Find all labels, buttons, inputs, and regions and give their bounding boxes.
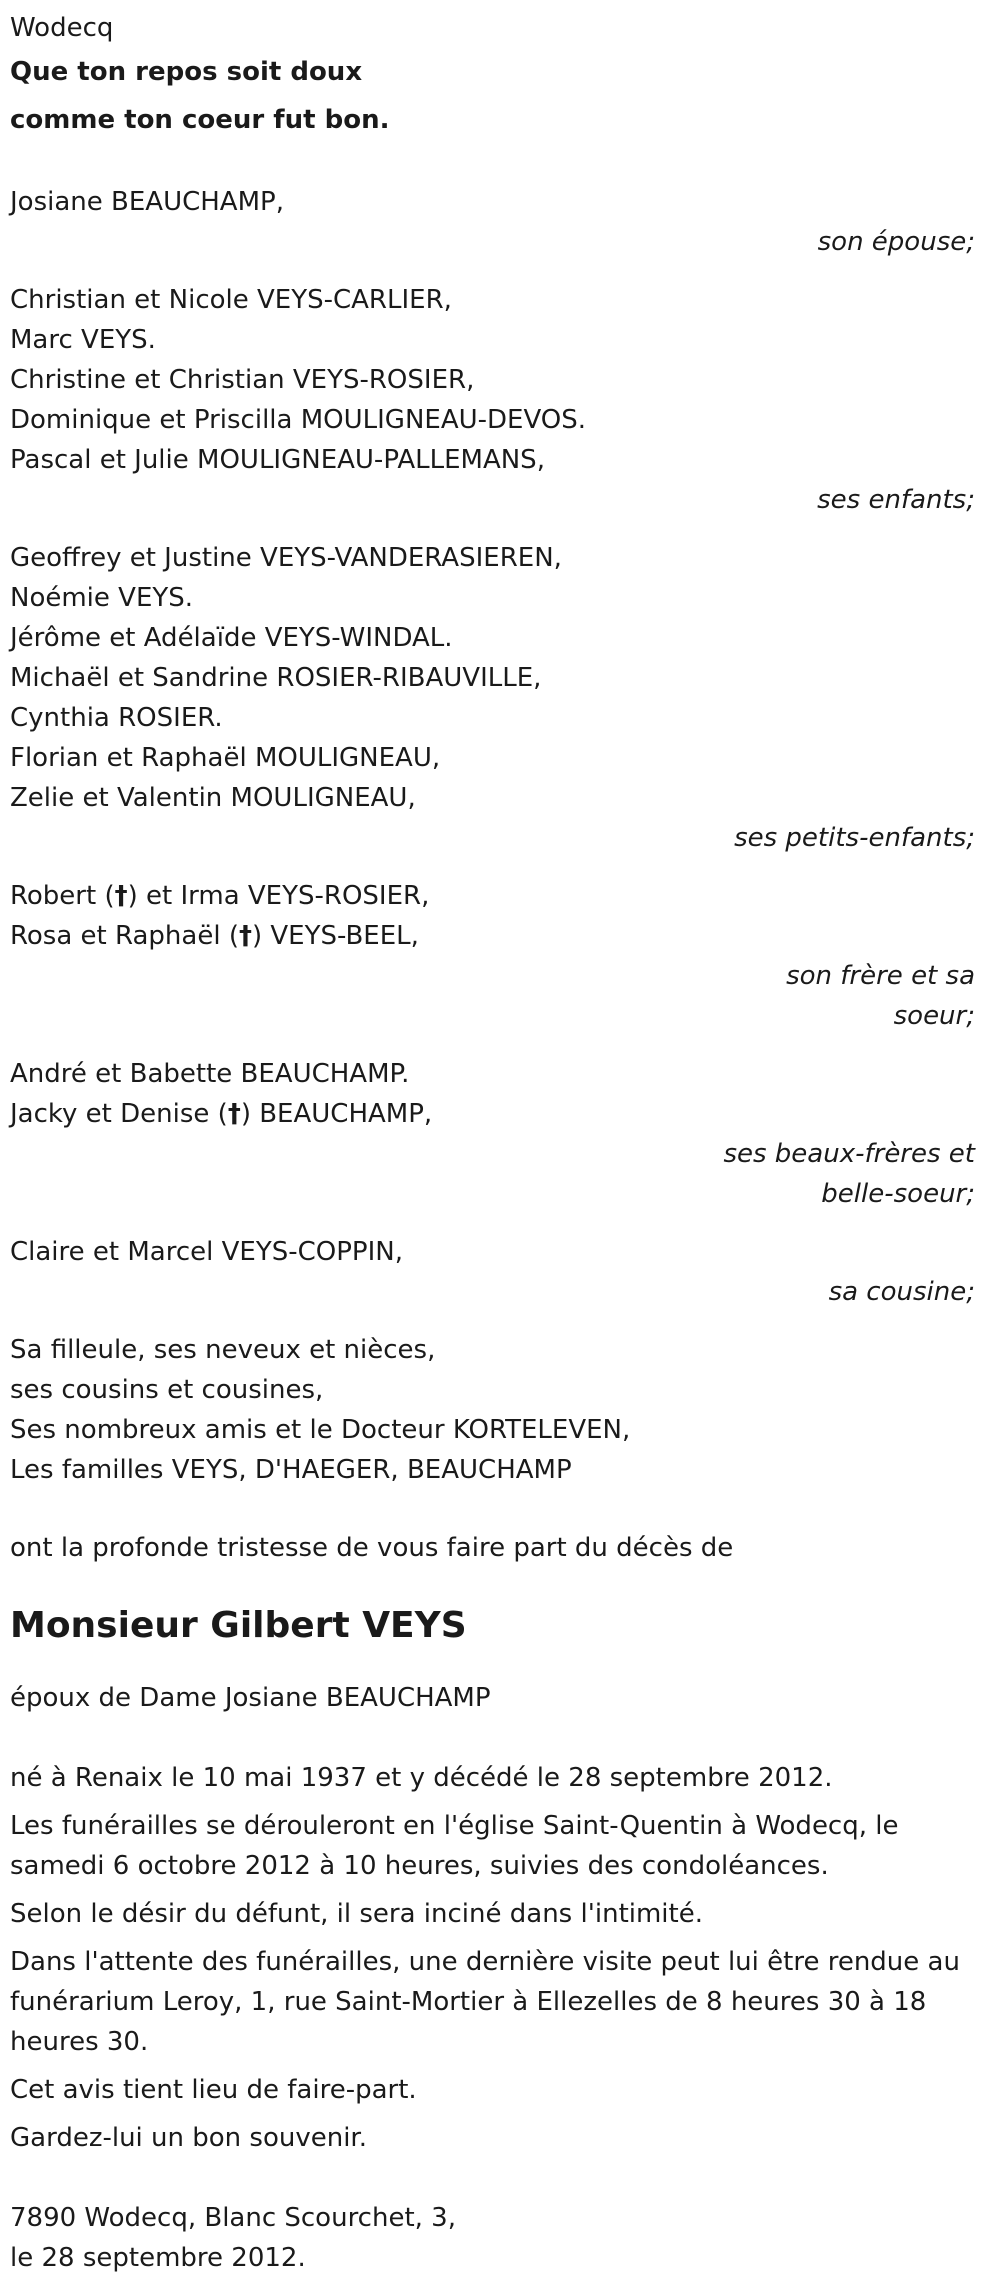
motto-line: comme ton coeur fut bon. [10, 105, 390, 135]
family-group [10, 280, 990, 520]
family-name-line: Pascal et Julie MOULIGNEAU-PALLEMANS, [10, 445, 545, 475]
family-list [10, 182, 990, 1490]
deceased-name: Monsieur Gilbert VEYS [10, 1605, 467, 1646]
motto-line: Que ton repos soit doux [10, 57, 363, 87]
family-group [10, 1330, 990, 1490]
detail-paragraph: Cet avis tient lieu de faire-part. [10, 2075, 417, 2105]
relation-label [10, 818, 990, 858]
family-group [10, 876, 990, 1036]
family-group [10, 1232, 990, 1312]
family-group [10, 538, 990, 858]
family-name-line: Michaël et Sandrine ROSIER-RIBAUVILLE, [10, 663, 542, 693]
signature-line: le 28 septembre 2012. [10, 2243, 306, 2273]
place-name: Wodecq [10, 13, 114, 43]
family-name-line: Sa filleule, ses neveux et nièces, [10, 1335, 436, 1365]
family-name-line: Cynthia ROSIER. [10, 703, 223, 733]
family-name-line: Zelie et Valentin MOULIGNEAU, [10, 783, 416, 813]
family-name-line: Christian et Nicole VEYS-CARLIER, [10, 285, 452, 315]
announcement-intro: ont la profonde tristesse de vous faire part du décès de [10, 1533, 734, 1563]
cross-icon: † [114, 881, 128, 911]
detail-paragraph: Les funérailles se dérouleront en l'église Saint-Quentin à Wodecq, le samedi 6 octobre 2012 à 10 heures, suivies des condoléances. [10, 1811, 899, 1881]
relation-line: soeur; [893, 1001, 975, 1031]
relation-label [10, 480, 990, 520]
relation-line: belle-soeur; [821, 1179, 975, 1209]
relation-line: son épouse; [817, 227, 975, 257]
family-name-line: Les familles VEYS, D'HAEGER, BEAUCHAMP [10, 1455, 572, 1485]
relation-line: sa cousine; [828, 1277, 975, 1307]
family-group [10, 1054, 990, 1214]
family-name-line: Jérôme et Adélaïde VEYS-WINDAL. [10, 623, 453, 653]
family-name-line: Christine et Christian VEYS-ROSIER, [10, 365, 475, 395]
family-name-line: Josiane BEAUCHAMP, [10, 187, 284, 217]
relation-label [10, 1134, 990, 1214]
relation-label [10, 1272, 990, 1312]
relation-line: ses petits-enfants; [734, 823, 975, 853]
family-name-line: Florian et Raphaël MOULIGNEAU, [10, 743, 441, 773]
family-name-line: André et Babette BEAUCHAMP. [10, 1059, 410, 1089]
signature-line: 7890 Wodecq, Blanc Scourchet, 3, [10, 2203, 456, 2233]
relation-label [10, 956, 990, 1036]
family-name-line: ses cousins et cousines, [10, 1375, 324, 1405]
motto [10, 48, 990, 144]
detail-paragraph: né à Renaix le 10 mai 1937 et y décédé le 28 septembre 2012. [10, 1763, 833, 1793]
detail-paragraph: Dans l'attente des funérailles, une dernière visite peut lui être rendue au funérarium Leroy, 1, rue Saint-Mortier à Ellezelles de 8 heures 30 à 18 heures 30. [10, 1947, 960, 2057]
family-name-line: Dominique et Priscilla MOULIGNEAU-DEVOS. [10, 405, 587, 435]
family-name-line: Claire et Marcel VEYS-COPPIN, [10, 1237, 403, 1267]
relation-line: son frère et sa [786, 961, 975, 991]
family-name-line: Marc VEYS. [10, 325, 156, 355]
signature [10, 2198, 990, 2278]
family-group [10, 182, 990, 262]
family-name-line: Rosa et Raphaël (†) VEYS-BEEL, [10, 921, 419, 951]
relation-line: ses enfants; [817, 485, 975, 515]
family-name-line: Ses nombreux amis et le Docteur KORTELEVEN, [10, 1415, 631, 1445]
spouse-line: époux de Dame Josiane BEAUCHAMP [10, 1683, 491, 1713]
detail-paragraph: Selon le désir du défunt, il sera inciné dans l'intimité. [10, 1899, 703, 1929]
family-name-line: Noémie VEYS. [10, 583, 194, 613]
details-section [10, 1758, 990, 2158]
family-name-line: Robert (†) et Irma VEYS-ROSIER, [10, 881, 430, 911]
family-name-line: Jacky et Denise (†) BEAUCHAMP, [10, 1099, 433, 1129]
relation-line: ses beaux-frères et [723, 1139, 975, 1169]
relation-label [10, 222, 990, 262]
cross-icon: † [227, 1099, 241, 1129]
cross-icon: † [238, 921, 252, 951]
detail-paragraph: Gardez-lui un bon souvenir. [10, 2123, 367, 2153]
family-name-line: Geoffrey et Justine VEYS-VANDERASIEREN, [10, 543, 562, 573]
